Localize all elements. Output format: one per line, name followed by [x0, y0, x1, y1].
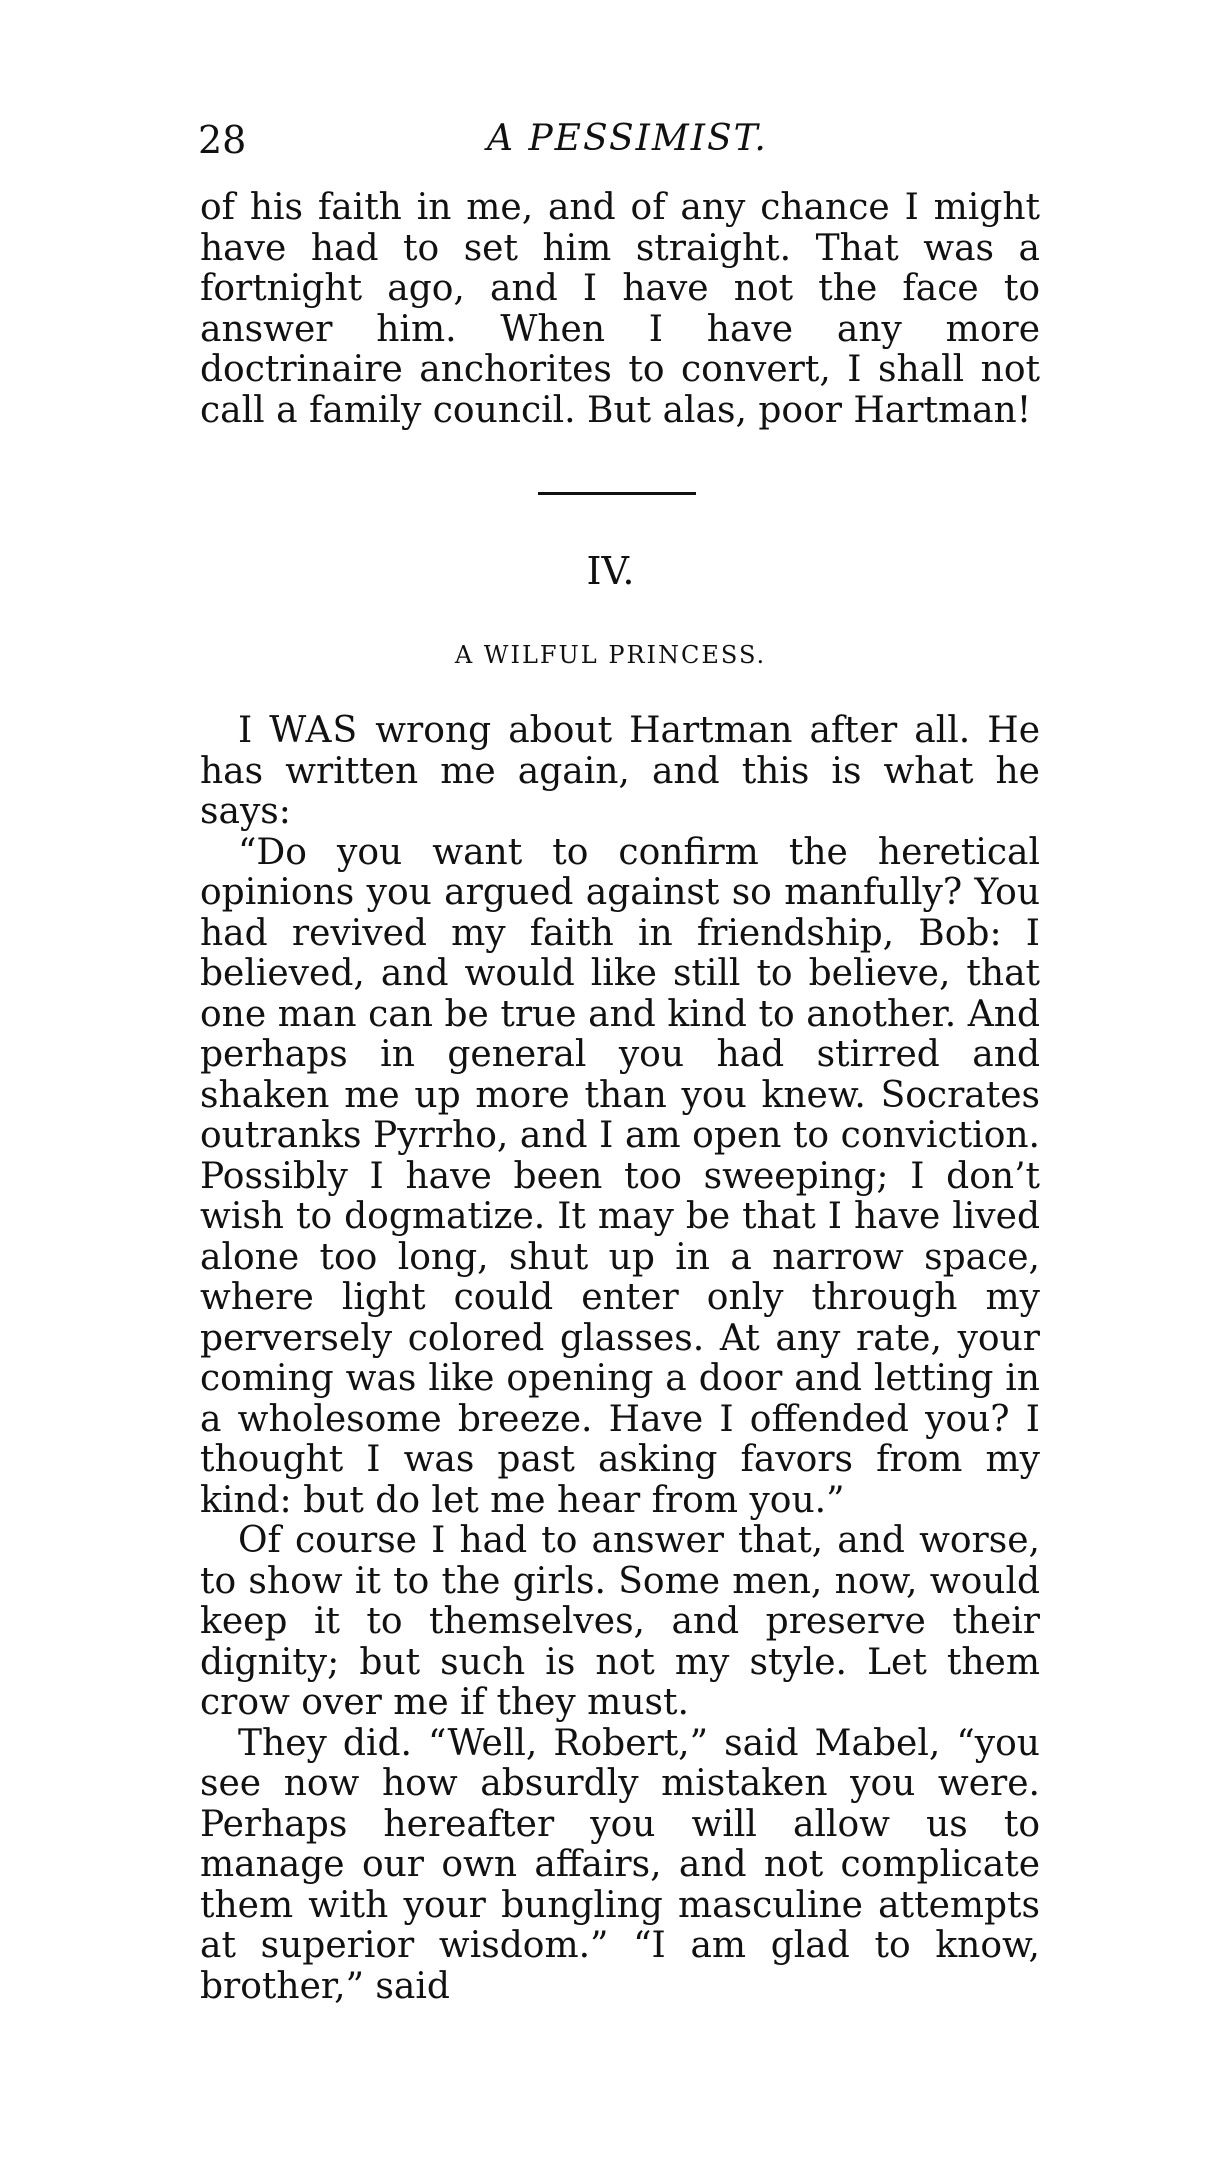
- paragraph: Of course I had to answer that, and worse, to show it to the girls. Some men, now, would keep it to themselves, and preserve their dignity; but such is not my style. Let them crow over me if they must.: [200, 1520, 1040, 1723]
- paragraph-text: wrong about Hartman after all. He has written me again, and this is what he says:: [200, 710, 1040, 832]
- paragraph: They did. “Well, Robert,” said Mabel, “you see now how absurdly mistaken you were. Perhaps hereafter you will allow us to manage our own affairs, and not complicate them with your bungling masculine attempts at superior wisdom.” “I am glad to know, brother,” said: [200, 1722, 1040, 2007]
- chapter-title: A WILFUL PRINCESS.: [454, 641, 767, 669]
- opening-paragraph: [200, 711, 1040, 833]
- chapter-number: IV.: [586, 549, 635, 593]
- page-number: 28: [198, 118, 247, 162]
- running-title: A PESSIMIST.: [487, 118, 768, 159]
- chapter-body: [200, 711, 1040, 2007]
- paragraph: “Do you want to confirm the heretical opinions you argued against so manfully? You had revived my faith in friendship, Bob: I believed, and would like still to believe, that one man can be true and kind to another. And perhaps in general you had stirred and shaken me up more than you knew. Socrates outranks Pyrrho, and I am open to conviction. Possibly I have been too sweeping; I don’t wish to dogmatize. It may be that I have lived alone too long, shut up in a narrow space, where light could enter only through my perversely colored glasses. At any rate, your coming was like opening a door and letting in a wholesome breeze. Have I offended you? I thought I was past asking favors from my kind: but do let me hear from you.”: [200, 831, 1040, 1521]
- paragraph: of his faith in me, and of any chance I might have had to set him straight. That was a fortnight ago, and I have not the face to answer him. When I have any more doctrinaire anchorites to convert, I shall not call a family council. But alas, poor Hartman!: [200, 187, 1040, 431]
- continued-paragraph: [200, 188, 1040, 431]
- small-caps-word: WAS: [269, 710, 359, 751]
- section-divider: [538, 492, 696, 495]
- lead-word: I: [238, 710, 253, 751]
